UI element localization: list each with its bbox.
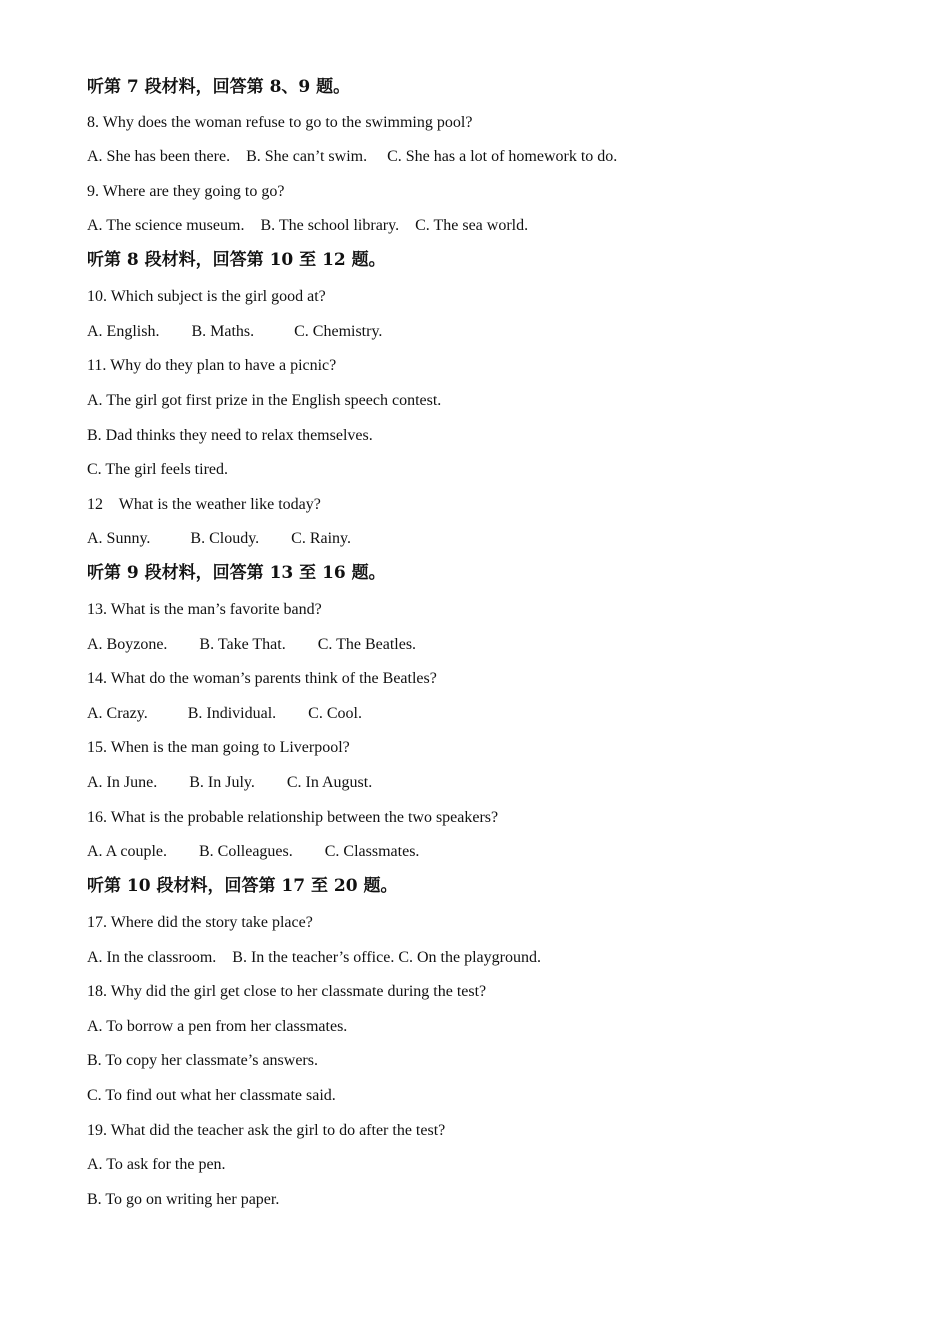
answer-options: A. Crazy. B. Individual. C. Cool. [87,705,362,722]
question-text: 8. Why does the woman refuse to go to the swimming pool? [87,114,473,131]
answer-option: A. To ask for the pen. [87,1156,226,1173]
question-text: 19. What did the teacher ask the girl to do after the test? [87,1122,446,1139]
answer-options: A. English. B. Maths. C. Chemistry. [87,323,383,340]
answer-option: A. To borrow a pen from her classmates. [87,1018,348,1035]
answer-options: A. She has been there. B. She can’t swim. C. She has a lot of homework to do. [87,148,618,165]
answer-option: B. To copy her classmate’s answers. [87,1052,318,1069]
question-text: 16. What is the probable relationship between the two speakers? [87,809,499,826]
section-heading: 听第 10 段材料，回答第 17 至 20 题。 [87,876,398,896]
answer-option: C. The girl feels tired. [87,461,228,478]
answer-option: B. To go on writing her paper. [87,1191,280,1208]
question-text: 17. Where did the story take place? [87,914,313,931]
answer-option: C. To find out what her classmate said. [87,1087,336,1104]
answer-option: A. The girl got first prize in the English speech contest. [87,392,442,409]
answer-options: A. In the classroom. B. In the teacher’s office. C. On the playground. [87,949,541,966]
question-text: 14. What do the woman’s parents think of the Beatles? [87,670,437,687]
answer-options: A. Boyzone. B. Take That. C. The Beatles. [87,636,417,653]
question-text: 18. Why did the girl get close to her classmate during the test? [87,983,487,1000]
answer-options: A. Sunny. B. Cloudy. C. Rainy. [87,530,352,547]
question-text: 12 What is the weather like today? [87,496,321,513]
question-text: 11. Why do they plan to have a picnic? [87,357,337,374]
question-text: 13. What is the man’s favorite band? [87,601,322,618]
answer-options: A. The science museum. B. The school library. C. The sea world. [87,217,529,234]
question-text: 15. When is the man going to Liverpool? [87,739,350,756]
question-text: 9. Where are they going to go? [87,183,285,200]
answer-options: A. In June. B. In July. C. In August. [87,774,373,791]
answer-option: B. Dad thinks they need to relax themselves. [87,427,373,444]
answer-options: A. A couple. B. Colleagues. C. Classmates. [87,843,420,860]
question-text: 10. Which subject is the girl good at? [87,288,326,305]
section-heading: 听第 9 段材料，回答第 13 至 16 题。 [87,563,386,583]
section-heading: 听第 7 段材料，回答第 8、9 题。 [87,77,351,97]
section-heading: 听第 8 段材料，回答第 10 至 12 题。 [87,250,386,270]
